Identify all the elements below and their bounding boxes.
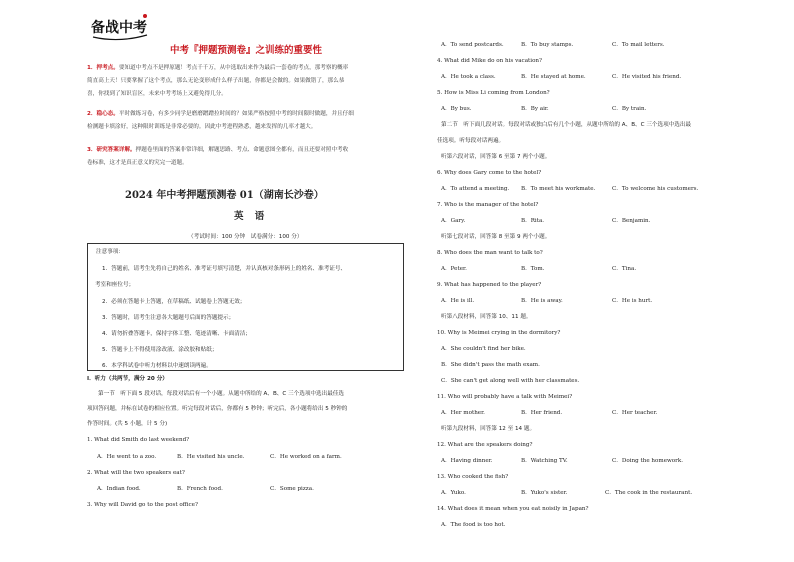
section2-line: 佳选项。听每段对话两遍。 (437, 138, 505, 144)
q11-option-a: A．Her mother. (441, 410, 485, 416)
q1-option-c: C．He worked on a farm. (270, 454, 342, 460)
q5-option-c: C．By train. (612, 106, 647, 112)
question-1: 1. What did Smith do last weekend? (87, 437, 190, 443)
q5-option-a: A．By bus. (441, 106, 472, 112)
q6-option-c: C．To welcome his customers. (612, 186, 699, 192)
exam-time: （考试时间：100 分钟 试卷满分：100 分） (188, 234, 303, 240)
question-9: 9. What has happened to the player? (437, 282, 542, 288)
listening-heading: Ⅰ．听力（共两节，满分 20 分） (87, 376, 168, 382)
section1-line: 第一节 听下面 5 段对话，每段对话后有一个小题。从题中所给的 A、B、C 三个选项中选出最佳选 (98, 391, 344, 397)
question-13: 13. Who cooked the fish? (437, 474, 509, 480)
intro-line (87, 75, 344, 88)
promo-title: 中考『押题预测卷』之训练的重要性 (170, 45, 323, 56)
q4-option-a: A．He took a class. (441, 74, 496, 80)
intro-line (87, 157, 188, 170)
intro-line (87, 88, 227, 101)
listen-instruction-7: 听第七段对话，回答第 8 至第 9 两个小题。 (441, 234, 551, 240)
q13-option-b: B．Yuko's sister. (521, 490, 568, 496)
q12-option-b: B．Watching TV. (521, 458, 568, 464)
q1-option-a: A．He went to a zoo. (97, 454, 157, 460)
q13-option-c: C．The cook in the restaurant. (605, 490, 693, 496)
q7-option-c: C．Benjamin. (612, 218, 651, 224)
intro-text: 卷标准，这才是真正意义的究完一道题。 (87, 160, 188, 166)
note-line: 2．必须在答题卡上答题，在草稿纸、试题卷上答题无效； (102, 299, 246, 305)
q9-option-a: A．He is ill. (441, 298, 475, 304)
question-10: 10. Why is Meimei crying in the dormitory? (437, 330, 561, 336)
q2-option-b: B．French food. (177, 486, 223, 492)
exam-title: 2024 年中考押题预测卷 01（湖南长沙卷） (125, 190, 324, 201)
question-4: 4. What did Mike do on his vacation? (437, 58, 543, 64)
question-7: 7. Who is the manager of the hotel? (437, 202, 539, 208)
q4-option-c: C．He visited his friend. (612, 74, 682, 80)
question-3: 3. Why will David go to the post office? (87, 502, 198, 508)
question-12: 12. What are the speakers doing? (437, 442, 533, 448)
q13-option-a: A．Yuko. (441, 490, 466, 496)
q11-option-c: C．Her teacher. (612, 410, 658, 416)
notes-box (87, 243, 404, 371)
intro-text: 简直高上天！只要掌握了这个考点，那么无论变形成什么样子出题，你都是会做的。如果做错了，那么恭 (87, 78, 345, 84)
intro-key: 2．稳心态。 (87, 111, 119, 117)
question-2: 2. What will the two speakers eat? (87, 470, 185, 476)
intro-text: 平时做练习卷，有多少同学是磨磨蹭蹭拉时间的？如果严格按照中考的时间限时做题，并且仔细 (118, 111, 354, 117)
section2-line: 第二节 听下面几段对话。每段对话或独白后有几个小题，从题中所给的 A、B、C 三个选项中选出最 (441, 122, 692, 128)
q7-option-a: A．Gary. (441, 218, 466, 224)
q2-option-a: A．Indian food. (97, 486, 141, 492)
intro-text: 检测题卡填涂好，这种限时训练是非常必要的。因此中考进程熟悉，越来发挥的几率才越大。 (87, 124, 317, 130)
section1-line: 作答时间。(共 5 小题，计 5 分) (87, 421, 168, 427)
q2-option-c: C．Some pizza. (270, 486, 314, 492)
q10-option-a: A．She couldn't find her bike. (441, 346, 526, 352)
intro-text: 押题卷里面的答案非常详细，解题思路、考点、命题意图全都有，而且还要对照中考收 (135, 147, 349, 153)
question-8: 8. Who does the man want to talk to? (437, 250, 543, 256)
listen-instruction-9: 听第九段材料，回答第 12 至 14 题。 (441, 426, 536, 432)
q5-option-b: B．By air. (521, 106, 549, 112)
q7-option-b: B．Rita. (521, 218, 545, 224)
logo-text: 备战中考 (91, 20, 147, 36)
brand-logo (89, 10, 153, 44)
q9-option-b: B．He is away. (521, 298, 563, 304)
q11-option-b: B．Her friend. (521, 410, 563, 416)
intro-text: 要知道中考点不是押原题！考点千千万，从中选取出来作为最后一套卷的考点，那考察的概率 (118, 65, 349, 71)
q6-option-a: A．To attend a meeting. (441, 186, 510, 192)
q4-option-b: B．He stayed at home. (521, 74, 586, 80)
note-line: 5．答题卡上不得使用涂改液、涂改胶和贴纸； (102, 347, 218, 353)
q3-option-b: B．To buy stamps. (521, 42, 574, 48)
q8-option-c: C．Tina. (612, 266, 637, 272)
section1-line: 项回答问题，并标在试卷的相应位置。听完每段对话后，你都有 5 秒钟；听完后，各小题将给出 5 秒钟的 (87, 406, 348, 412)
exam-subject: 英 语 (234, 211, 269, 222)
brand-logo-icon (89, 10, 153, 44)
notes-heading: 注意事项： (96, 249, 124, 255)
intro-line (87, 121, 316, 134)
intro-line (87, 62, 348, 75)
listen-instruction-6: 听第六段对话，回答第 6 至第 7 两个小题。 (441, 154, 551, 160)
q9-option-c: C．He is hurt. (612, 298, 653, 304)
q6-option-b: B．To meet his workmate. (521, 186, 596, 192)
q10-option-b: B．She didn't pass the math exam. (441, 362, 540, 368)
note-line: 6．本学科试卷中听力材料以中速朗读两遍。 (102, 363, 212, 369)
note-line: 3．答题时，请考生注意各大题题号后面的答题提示； (102, 315, 235, 321)
intro-key: 3．研究答案详解。 (87, 147, 136, 153)
intro-line (87, 144, 348, 157)
question-11: 11. Who will probably have a talk with Meimei? (437, 394, 573, 400)
q10-option-c: C．She can't get along well with her classmates. (441, 378, 580, 384)
q1-option-b: B．He visited his uncle. (177, 454, 245, 460)
intro-line (87, 108, 354, 121)
note-line: 考室和座位号； (95, 282, 135, 288)
listen-instruction-8: 听第八段材料，回答第 10、11 题。 (441, 314, 532, 320)
question-14: 14. What does it mean when you eat noisily in Japan? (437, 506, 589, 512)
question-5: 5. How is Miss Li coming from London? (437, 90, 550, 96)
q3-option-c: C．To mail letters. (612, 42, 665, 48)
note-line: 4．请勿折叠答题卡，保持字体工整、笔迹清晰、卡面清洁； (102, 331, 251, 337)
q8-option-b: B．Tom. (521, 266, 545, 272)
intro-key: 1．押考点。 (87, 65, 119, 71)
q12-option-c: C．Doing the homework. (612, 458, 683, 464)
question-6: 6. Why does Gary come to the hotel? (437, 170, 542, 176)
q3-option-a: A．To send postcards. (441, 42, 504, 48)
q14-option-a: A．The food is too hot. (441, 522, 506, 528)
q12-option-a: A．Having dinner. (441, 458, 493, 464)
q8-option-a: A．Peter. (441, 266, 467, 272)
note-line: 1．答题前，请考生先将自己的姓名、准考证号填写清楚，并认真核对条形码上的姓名、准考证号、 (102, 266, 347, 272)
intro-text: 喜，你找到了知识盲区，未来中考考场上又避免得几分。 (87, 91, 227, 97)
